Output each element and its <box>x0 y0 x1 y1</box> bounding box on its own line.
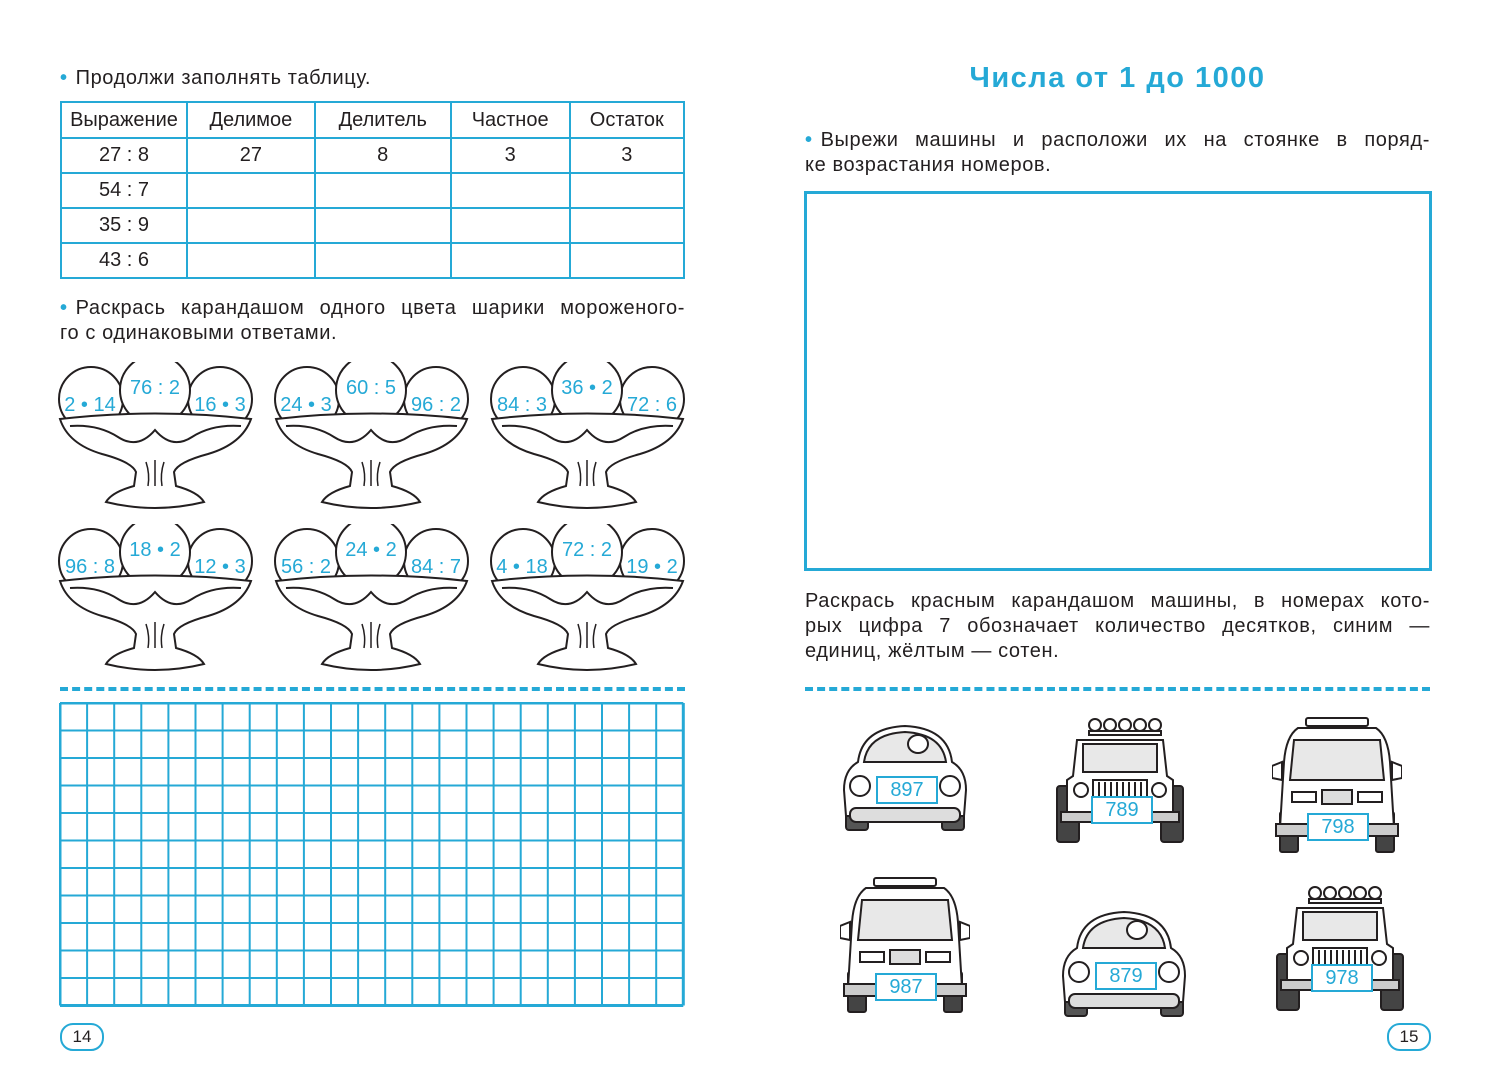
table-cell[interactable] <box>315 243 451 278</box>
license-plate: 987 <box>875 973 937 1001</box>
bullet-icon: • <box>60 297 68 319</box>
task-color-icecream <box>60 296 685 321</box>
car-jeep[interactable] <box>1055 716 1185 851</box>
table-header: Выражение <box>61 102 187 138</box>
car-drawing <box>1055 716 1185 846</box>
table-row <box>61 173 684 208</box>
table-cell[interactable] <box>451 173 570 208</box>
table-row <box>61 208 684 243</box>
license-plate: 879 <box>1095 962 1157 990</box>
license-plate: 789 <box>1091 796 1153 824</box>
scoop-expression[interactable]: 56 : 2 <box>280 556 332 578</box>
table-cell[interactable] <box>451 208 570 243</box>
scoop-expression[interactable]: 19 • 2 <box>626 556 678 578</box>
car-beetle[interactable] <box>840 720 970 845</box>
task-color-cars-line3: единиц, жёлтым — сотен. <box>805 640 1060 662</box>
scoop-expression[interactable]: 96 : 2 <box>410 394 462 416</box>
table-cell[interactable] <box>187 243 315 278</box>
table-row <box>61 138 684 173</box>
bullet-icon: • <box>805 129 813 151</box>
expression-cell: 54 : 7 <box>61 173 187 208</box>
car-drawing <box>1275 884 1405 1014</box>
dashed-divider <box>60 687 685 691</box>
scoop-expression[interactable]: 24 • 3 <box>280 394 332 416</box>
icecream-bowl[interactable] <box>58 362 253 522</box>
task-color-cars-line1: Раскрась красным карандашом машины, в номерах кото- <box>805 590 1430 612</box>
page-title: Числа от 1 до 1000 <box>969 62 1266 94</box>
table-cell[interactable] <box>570 208 684 243</box>
dashed-divider <box>805 687 1430 691</box>
car-police[interactable] <box>1272 716 1402 861</box>
icecream-bowl[interactable] <box>274 362 469 522</box>
task-text-line2: ке возрастания номеров. <box>805 154 1052 176</box>
task-text-line2: го с одинаковыми ответами. <box>60 322 338 344</box>
scoop-expression[interactable]: 84 : 3 <box>496 394 548 416</box>
scoop-expression[interactable]: 72 : 2 <box>561 539 613 561</box>
scoop-expression[interactable]: 84 : 7 <box>410 556 462 578</box>
scoop-expression[interactable]: 16 • 3 <box>194 394 246 416</box>
scoop-expression[interactable]: 24 • 2 <box>345 539 397 561</box>
scoop-expression[interactable]: 96 : 8 <box>64 556 116 578</box>
task-cut-cars <box>805 128 1430 153</box>
car-police[interactable] <box>840 876 970 1021</box>
table-row <box>61 243 684 278</box>
table-cell[interactable] <box>451 243 570 278</box>
table-cell[interactable]: 3 <box>451 138 570 173</box>
expression-cell: 27 : 8 <box>61 138 187 173</box>
car-beetle[interactable] <box>1059 906 1189 1031</box>
table-header: Остаток <box>570 102 684 138</box>
task-text: Продолжи заполнять таблицу. <box>75 67 372 89</box>
table-header: Частное <box>451 102 570 138</box>
scoop-expression[interactable]: 2 • 14 <box>64 394 116 416</box>
scoop-expression[interactable]: 36 • 2 <box>561 377 613 399</box>
table-cell[interactable] <box>315 208 451 243</box>
scoop-expression[interactable]: 12 • 3 <box>194 556 246 578</box>
table-header: Делимое <box>187 102 315 138</box>
scoop-expression[interactable]: 4 • 18 <box>496 556 548 578</box>
table-cell[interactable] <box>570 243 684 278</box>
page-number-left: 14 <box>60 1023 104 1051</box>
license-plate: 897 <box>876 776 938 804</box>
square-grid <box>59 702 687 1012</box>
table-header: Делитель <box>315 102 451 138</box>
task-text: Вырежи машины и расположи их на стоянке в поряд- <box>820 129 1430 151</box>
table-cell[interactable]: 27 <box>187 138 315 173</box>
table-cell[interactable]: 3 <box>570 138 684 173</box>
bullet-icon: • <box>60 67 68 89</box>
scoop-expression[interactable]: 72 : 6 <box>626 394 678 416</box>
scoop-expression[interactable]: 60 : 5 <box>345 377 397 399</box>
division-table <box>60 101 685 279</box>
car-jeep[interactable] <box>1275 884 1405 1019</box>
page-number-right: 15 <box>1387 1023 1431 1051</box>
task-color-cars-line2: рых цифра 7 обозначает количество десятков, синим — <box>805 615 1430 637</box>
task-text: Раскрась карандашом одного цвета шарики мороженого- <box>75 297 685 319</box>
table-cell[interactable]: 8 <box>315 138 451 173</box>
scoop-expression[interactable]: 18 • 2 <box>129 539 181 561</box>
table-cell[interactable] <box>187 173 315 208</box>
scoop-expression[interactable]: 76 : 2 <box>129 377 181 399</box>
license-plate: 978 <box>1311 964 1373 992</box>
expression-cell: 43 : 6 <box>61 243 187 278</box>
license-plate: 798 <box>1307 813 1369 841</box>
table-cell[interactable] <box>187 208 315 243</box>
table-cell[interactable] <box>570 173 684 208</box>
expression-cell: 35 : 9 <box>61 208 187 243</box>
table-header-row <box>61 102 684 138</box>
icecream-bowl[interactable] <box>490 362 685 522</box>
task-continue-table <box>60 66 371 91</box>
icecream-bowl[interactable] <box>58 524 253 684</box>
parking-area <box>804 191 1432 571</box>
icecream-bowl[interactable] <box>490 524 685 684</box>
icecream-bowl[interactable] <box>274 524 469 684</box>
table-cell[interactable] <box>315 173 451 208</box>
